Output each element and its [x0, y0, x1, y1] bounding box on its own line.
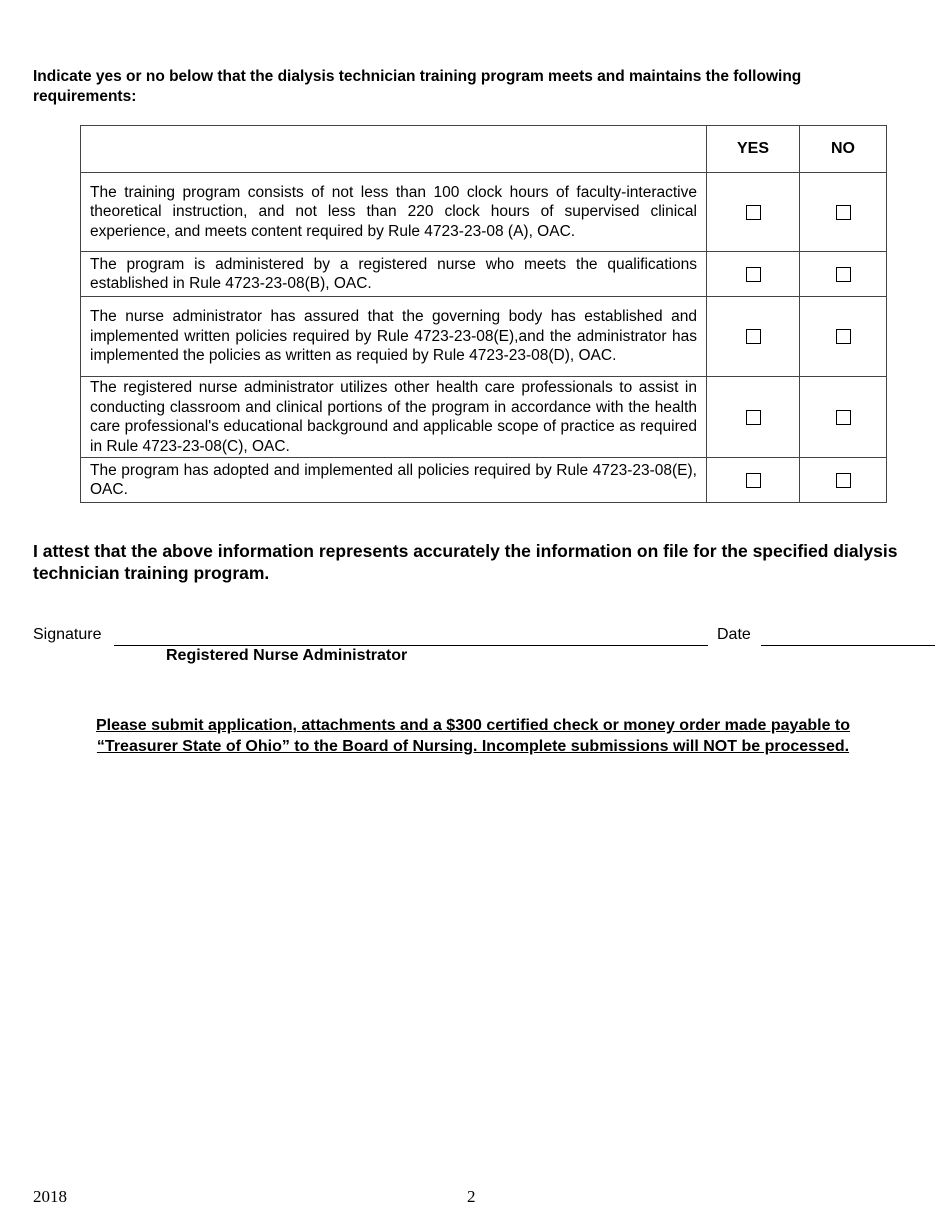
requirement-text: The program has adopted and implemented all policies required by Rule 4723-23-08(E), OAC. — [81, 458, 707, 503]
yes-cell — [707, 458, 800, 503]
yes-cell — [707, 297, 800, 377]
attestation-statement: I attest that the above information represents accurately the information on file for the specified dialysis technician training program. — [33, 541, 898, 583]
signature-line[interactable] — [114, 645, 708, 646]
no-cell — [800, 252, 887, 297]
header-blank — [81, 126, 707, 173]
page-number: 2 — [467, 1187, 476, 1206]
yes-cell — [707, 173, 800, 252]
table-row — [81, 458, 887, 503]
requirement-text: The nurse administrator has assured that the governing body has established and implemented written policies required by Rule 4723-23-08(E),and the administrator has implemented the policies as written as requied by Rule 4723-23-08(D), OAC. — [81, 297, 707, 377]
no-cell — [800, 297, 887, 377]
yes-cell — [707, 377, 800, 458]
yes-checkbox[interactable] — [746, 205, 761, 220]
yes-checkbox[interactable] — [746, 329, 761, 344]
submission-line-1: Please submit application, attachments and a $300 certified check or money order made payable to — [95, 717, 851, 734]
signature-sub-label: Registered Nurse Administrator — [166, 647, 408, 664]
requirement-text: The program is administered by a registered nurse who meets the qualifications established in Rule 4723-23-08(B), OAC. — [81, 252, 707, 297]
yes-checkbox[interactable] — [746, 267, 761, 282]
signature-label: Signature — [33, 626, 102, 643]
no-cell — [800, 458, 887, 503]
yes-cell — [707, 252, 800, 297]
table-row — [81, 377, 887, 458]
table-row — [81, 252, 887, 297]
header-no: NO — [800, 126, 887, 173]
requirement-text: The registered nurse administrator utilizes other health care professionals to assist in conducting classroom and clinical portions of the program in accordance with the health care professional's educational background and applicable scope of practice as required in Rule 4723-23-08(C), OAC. — [81, 377, 707, 458]
no-checkbox[interactable] — [836, 267, 851, 282]
no-cell — [800, 173, 887, 252]
requirement-text: The training program consists of not less than 100 clock hours of faculty-interactive theoretical instruction, and not less than 220 clock hours of supervised clinical experience, and meets content required by Rule 4723-23-08 (A), OAC. — [81, 173, 707, 252]
table-row — [81, 173, 887, 252]
header-yes: YES — [707, 126, 800, 173]
table-header-row — [81, 126, 887, 173]
no-cell — [800, 377, 887, 458]
intro-text: Indicate yes or no below that the dialysis technician training program meets and maintains the following requirements: — [33, 68, 802, 105]
submission-line-2: “Treasurer State of Ohio” to the Board of Nursing. Incomplete submissions will NOT be processed. — [96, 738, 850, 755]
table-row — [81, 297, 887, 377]
footer-year: 2018 — [33, 1187, 67, 1206]
yes-checkbox[interactable] — [746, 410, 761, 425]
no-checkbox[interactable] — [836, 473, 851, 488]
no-checkbox[interactable] — [836, 410, 851, 425]
no-checkbox[interactable] — [836, 205, 851, 220]
requirements-table — [80, 125, 887, 503]
yes-checkbox[interactable] — [746, 473, 761, 488]
submission-notice — [33, 715, 913, 757]
date-line[interactable] — [761, 645, 935, 646]
no-checkbox[interactable] — [836, 329, 851, 344]
date-label: Date — [717, 626, 751, 643]
